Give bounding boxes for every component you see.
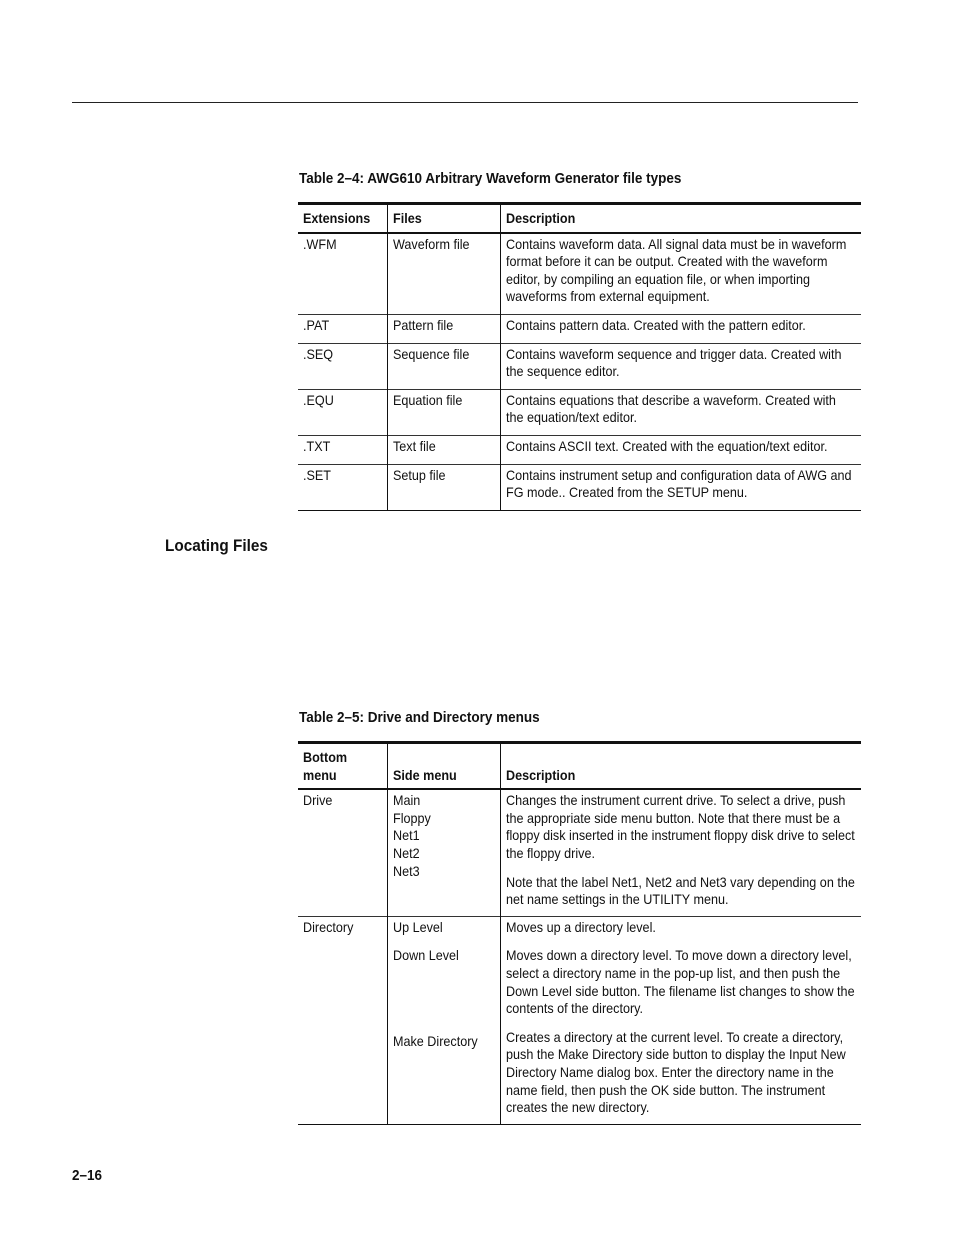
file-cell: Text file <box>387 435 500 464</box>
extension-cell: .PAT <box>303 316 330 333</box>
file-cell: Setup file <box>387 464 500 510</box>
table-2-5-caption: Table 2–5: Drive and Directory menus <box>299 709 540 726</box>
column-header-extensions: Extensions <box>303 210 371 226</box>
column-header-description: Description <box>500 743 861 790</box>
file-types-table <box>298 202 861 511</box>
side-menu-item-up-level: Up Level <box>392 918 443 935</box>
side-menu-item-down-level: Down Level <box>392 947 459 964</box>
column-header-description: Description <box>500 204 861 233</box>
description-cell: Contains equations that describe a waveform. Created with the equation/text editor. <box>500 389 861 435</box>
table-2-4-caption: Table 2–4: AWG610 Arbitrary Waveform Generator file types <box>299 170 682 187</box>
description-cell: Contains waveform sequence and trigger data. Created with the sequence editor. <box>500 343 861 389</box>
file-cell: Pattern file <box>387 314 500 343</box>
description-cell <box>500 916 861 1124</box>
down-level-description: Moves down a directory level. To move down a directory level, select a directory name in the pop-up list, and then push the Down Level side button. The filename list changes to show the contents of the directory. <box>505 947 855 1017</box>
description-cell <box>500 789 861 916</box>
side-menu-item-net3: Net3 <box>392 862 420 879</box>
drive-directory-table <box>298 741 861 1125</box>
extension-cell: .WFM <box>303 235 337 252</box>
section-heading: Locating Files <box>165 536 268 555</box>
table-row-directory <box>298 916 861 1124</box>
extension-cell: .EQU <box>303 391 334 408</box>
drive-note: Note that the label Net1, Net2 and Net3 vary depending on the net name settings in the UTILITY menu. <box>505 873 855 908</box>
side-menu-cell <box>387 916 500 1124</box>
side-menu-item-net1: Net1 <box>392 827 420 844</box>
side-menu-item-floppy: Floppy <box>392 809 431 826</box>
file-cell: Equation file <box>387 389 500 435</box>
side-menu-item-make-directory: Make Directory <box>392 1032 478 1049</box>
extension-cell: .SET <box>303 466 332 483</box>
extension-cell: .SEQ <box>303 345 334 362</box>
side-menu-item-main: Main <box>392 792 420 809</box>
make-directory-description: Creates a directory at the current level. To create a directory, push the Make Directory side button to display the Input New Directory Name dialog box. Enter the directory name in the name field, then push the OK side button. The instrument creates the new directory. <box>505 1028 846 1116</box>
table-row-drive <box>298 789 861 916</box>
table-row <box>298 233 861 315</box>
bottom-menu-cell: Drive <box>303 792 333 809</box>
table-row <box>298 389 861 435</box>
table-header-row <box>298 743 861 790</box>
description-cell: Contains ASCII text. Created with the equation/text editor. <box>500 435 861 464</box>
header-rule <box>72 102 858 103</box>
table-row <box>298 343 861 389</box>
side-menu-item-net2: Net2 <box>392 844 420 861</box>
table-row <box>298 435 861 464</box>
file-cell: Sequence file <box>387 343 500 389</box>
column-header-bottom-menu: Bottom menu <box>303 749 348 783</box>
bottom-menu-cell: Directory <box>303 918 354 935</box>
up-level-description: Moves up a directory level. <box>505 918 656 935</box>
table-row <box>298 314 861 343</box>
description-cell: Contains waveform data. All signal data must be in waveform format before it can be output. Created with the waveform editor, by compiling an equation file, or when importing waveforms from external equipment. <box>500 233 861 315</box>
file-cell: Waveform file <box>387 233 500 315</box>
table-row <box>298 464 861 510</box>
description-cell: Contains instrument setup and configuration data of AWG and FG mode.. Created from the SETUP menu. <box>500 464 861 510</box>
column-header-side-menu: Side menu <box>387 743 500 790</box>
description-cell: Contains pattern data. Created with the pattern editor. <box>500 314 861 343</box>
side-menu-cell <box>387 789 500 916</box>
table-header-row <box>298 204 861 233</box>
page-number: 2–16 <box>72 1167 103 1184</box>
drive-description: Changes the instrument current drive. To select a drive, push the appropriate side menu button. Note that there must be a floppy disk inserted in the instrument floppy disk drive to select the floppy drive. <box>505 792 855 861</box>
column-header-files: Files <box>387 204 500 233</box>
extension-cell: .TXT <box>303 437 331 454</box>
